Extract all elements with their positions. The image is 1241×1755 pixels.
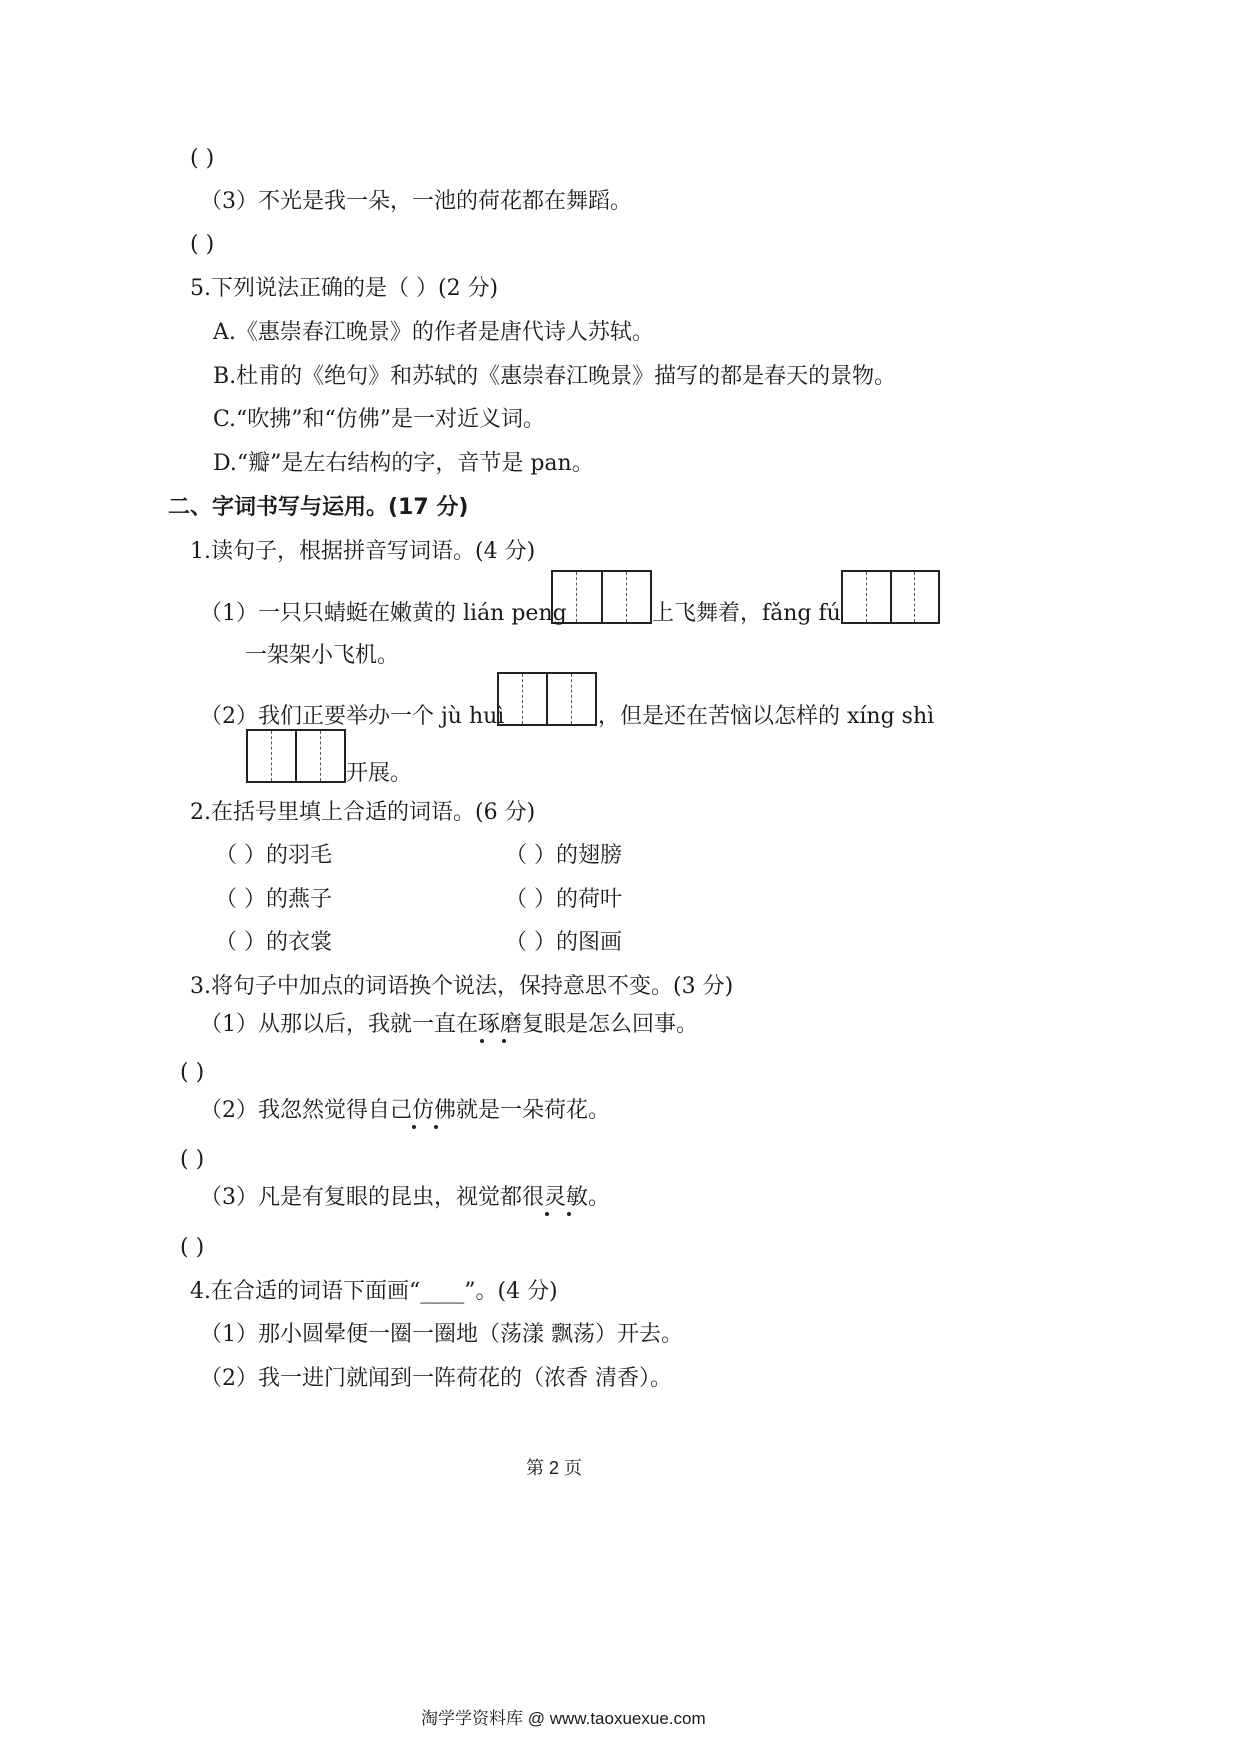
fill-blank: （ ）的图画 bbox=[505, 930, 622, 955]
question-title: 3.将句子中加点的词语换个说法，保持意思不变。(3 分) bbox=[190, 974, 734, 999]
pinyin-sentence: 开展。 bbox=[346, 761, 413, 786]
option-d: D.“瓣”是左右结构的字，音节是 pan。 bbox=[213, 451, 594, 476]
emphasis-dot bbox=[567, 1212, 571, 1216]
question-sentence: （1）从那以后，我就一直在琢磨复眼是怎么回事。 bbox=[200, 1012, 698, 1037]
tianzige-box[interactable] bbox=[841, 570, 940, 624]
emphasis-dot bbox=[480, 1039, 484, 1043]
question-title: 4.在合适的词语下面画“____”。(4 分) bbox=[190, 1279, 558, 1304]
fill-blank: （ ）的荷叶 bbox=[505, 887, 622, 912]
page-number: 第 2 页 bbox=[526, 1458, 583, 1478]
fill-blank: （ ）的衣裳 bbox=[215, 930, 332, 955]
emphasis-dot bbox=[412, 1125, 416, 1129]
option-b: B.杜甫的《绝句》和苏轼的《惠崇春江晚景》描写的都是春天的景物。 bbox=[213, 364, 897, 389]
section-title: 二、字词书写与运用。(17 分) bbox=[168, 495, 469, 520]
option-c: C.“吹拂”和“仿佛”是一对近义词。 bbox=[213, 407, 546, 432]
answer-paren: ( ) bbox=[190, 232, 215, 257]
question-sentence: （2）我一进门就闻到一阵荷花的（浓香 清香）。 bbox=[200, 1366, 672, 1391]
option-a: A.《惠崇春江晚景》的作者是唐代诗人苏轼。 bbox=[213, 320, 654, 345]
pinyin-sentence: 一架架小飞机。 bbox=[245, 643, 400, 668]
fill-blank: （ ）的羽毛 bbox=[215, 843, 332, 868]
tianzige-box[interactable] bbox=[246, 729, 346, 783]
question-sentence: （1）那小圆晕便一圈一圈地（荡漾 飘荡）开去。 bbox=[200, 1322, 683, 1347]
pinyin-sentence: ，但是还在苦恼以怎样的 xíng shì bbox=[598, 704, 935, 729]
fill-blank: （ ）的燕子 bbox=[215, 887, 332, 912]
emphasis-dot bbox=[434, 1125, 438, 1129]
pinyin-sentence: （1）一只只蜻蜓在嫩黄的 lián peng bbox=[200, 601, 567, 626]
answer-paren: ( ) bbox=[180, 1235, 205, 1260]
question-sentence: （3）凡是有复眼的昆虫，视觉都很灵敏。 bbox=[200, 1185, 610, 1210]
emphasis-dot bbox=[502, 1039, 506, 1043]
answer-paren: ( ) bbox=[180, 1147, 205, 1172]
source-watermark: 淘学学资料库 @ www.taoxuexue.com bbox=[421, 1709, 706, 1728]
answer-paren: ( ) bbox=[180, 1060, 205, 1085]
question-sentence: （3）不光是我一朵，一池的荷花都在舞蹈。 bbox=[200, 189, 632, 214]
question-title: 5.下列说法正确的是（ ）(2 分) bbox=[190, 276, 499, 301]
question-sentence: （2）我忽然觉得自己仿佛就是一朵荷花。 bbox=[200, 1098, 610, 1123]
question-title: 1.读句子，根据拼音写词语。(4 分) bbox=[190, 539, 536, 564]
pinyin-sentence: （2）我们正要举办一个 jù huì bbox=[200, 704, 505, 729]
question-title: 2.在括号里填上合适的词语。(6 分) bbox=[190, 800, 536, 825]
pinyin-sentence: 上飞舞着，fǎng fú bbox=[652, 601, 841, 626]
emphasis-dot bbox=[545, 1212, 549, 1216]
tianzige-box[interactable] bbox=[497, 672, 597, 726]
tianzige-box[interactable] bbox=[551, 570, 652, 624]
fill-blank: （ ）的翅膀 bbox=[505, 843, 622, 868]
answer-paren: ( ) bbox=[190, 146, 215, 171]
